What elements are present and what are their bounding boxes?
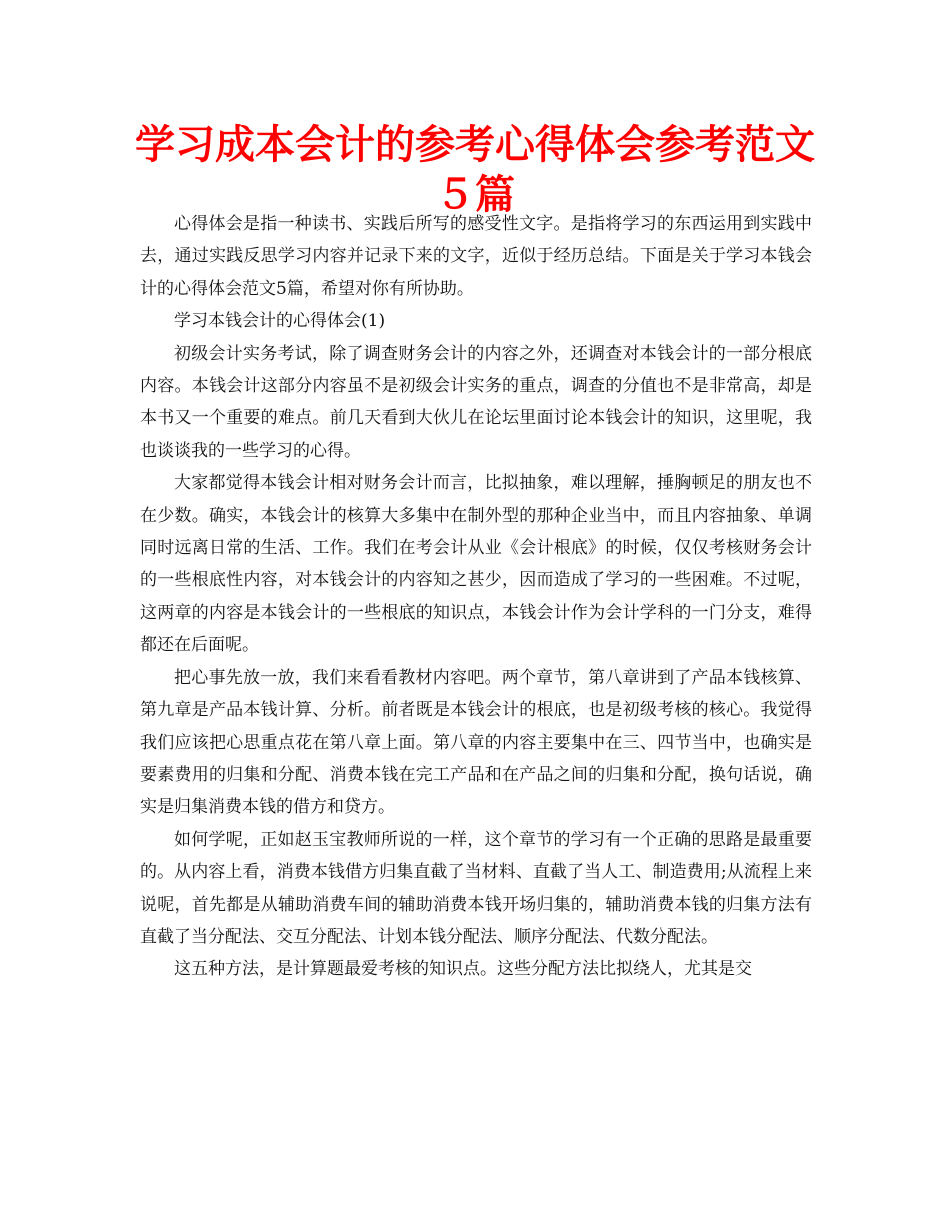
paragraph: 大家都觉得本钱会计相对财务会计而言，比拟抽象，难以理解，捶胸顿足的朋友也不在少数。确实，本钱会计的核算大多集中在制外型的那种企业当中，而且内容抽象、单调同时远离日常的生活、工作。我们在考会计从业《会计根底》的时候，仅仅考核财务会计的一些根底性内容，对本钱会计的内容知之甚少，因而造成了学习的一些困难。不过呢，这两章的内容是本钱会计的一些根底的知识点，本钱会计作为会计学科的一门分支，难得都还在后面呢。 [140, 473, 812, 656]
section-heading: 学习本钱会计的心得体会(1) [174, 311, 386, 332]
document-title: 学习成本会计的参考心得体会参考范文５篇 [135, 122, 815, 218]
paragraph-intro: 心得体会是指一种读书、实践后所写的感受性文字。是指将学习的东西运用到实践中去，通过实践反思学习内容并记录下来的文字，近似于经历总结。下面是关于学习本钱会计的心得体会范文5篇，希望对你有所协助。 [140, 214, 812, 299]
paragraph: 初级会计实务考试，除了调查财务会计的内容之外，还调查对本钱会计的一部分根底内容。本钱会计这部分内容虽不是初级会计实务的重点，调查的分值也不是非常高，却是本书又一个重要的难点。前几天看到大伙儿在论坛里面讨论本钱会计的知识，这里呢，我也谈谈我的一些学习的心得。 [140, 343, 812, 461]
paragraph: 这五种方法，是计算题最爱考核的知识点。这些分配方法比拟绕人，尤其是交 [174, 959, 752, 980]
document-body [140, 208, 812, 986]
paragraph: 把心事先放一放，我们来看看教材内容吧。两个章节，第八章讲到了产品本钱核算、第九章是产品本钱计算、分析。前者既是本钱会计的根底，也是初级考核的核心。我觉得我们应该把心思重点花在第八章上面。第八章的内容主要集中在三、四节当中，也确实是要素费用的归集和分配、消费本钱在完工产品和在产品之间的归集和分配，换句话说，确实是归集消费本钱的借方和贷方。 [140, 667, 812, 818]
paragraph: 如何学呢，正如赵玉宝教师所说的一样，这个章节的学习有一个正确的思路是最重要的。从内容上看，消费本钱借方归集直截了当材料、直截了当人工、制造费用;从流程上来说呢，首先都是从辅助消费车间的辅助消费本钱开场归集的，辅助消费本钱的归集方法有直截了当分配法、交互分配法、计划本钱分配法、顺序分配法、代数分配法。 [140, 829, 812, 947]
